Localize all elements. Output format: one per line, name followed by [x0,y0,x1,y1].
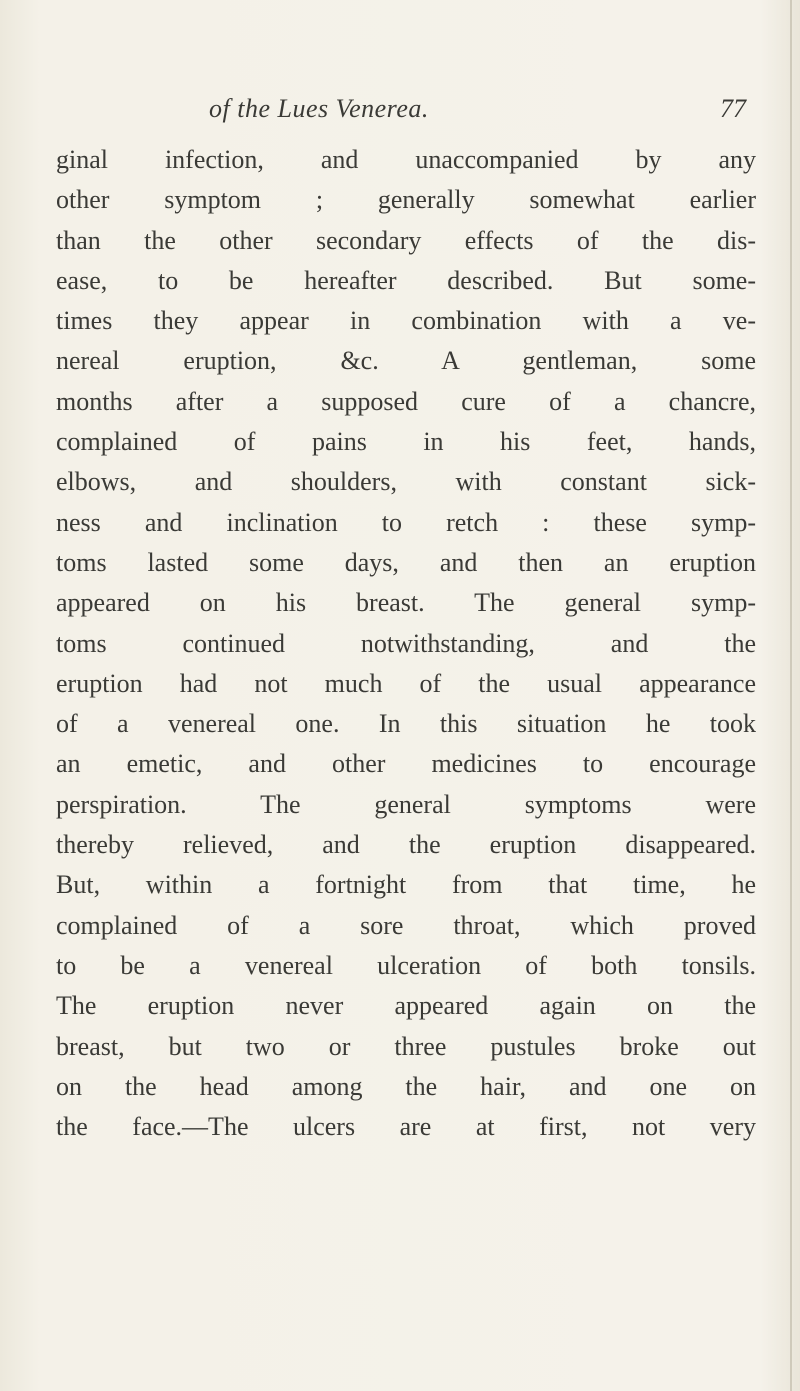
text-line: complained of pains in his feet, hands, [56,427,756,457]
text-line: to be a venereal ulceration of both tonsils. [56,950,756,980]
text-line: an emetic, and other medicines to encourage [56,749,756,779]
page-header [0,80,800,130]
text-line: times they appear in combination with a ve- [56,306,756,336]
text-line: toms lasted some days, and then an eruption [56,547,756,577]
text-line: But, within a fortnight from that time, he [56,870,756,900]
text-line: perspiration. The general symptoms were [56,789,756,819]
page-number: 77 [720,94,746,123]
text-line: on the head among the hair, and one on [56,1071,756,1101]
text-line: the face.—The ulcers are at first, not very [56,1112,756,1142]
text-line: ginal infection, and unaccompanied by any [56,145,756,174]
body-text [56,140,756,1147]
running-title: of the Lues Venerea. [209,94,429,123]
text-line: breast, but two or three pustules broke out [56,1031,756,1061]
text-line: other symptom ; generally somewhat earlier [56,185,756,215]
text-line: toms continued notwithstanding, and the [56,628,756,658]
text-line: complained of a sore throat, which proved [56,910,756,940]
text-line: elbows, and shoulders, with constant sick- [56,467,756,497]
text-line: of a venereal one. In this situation he took [56,709,756,739]
text-line: thereby relieved, and the eruption disappeared. [56,830,756,860]
text-line: The eruption never appeared again on the [56,991,756,1021]
text-line: nereal eruption, &c. A gentleman, some [56,346,756,376]
text-line: appeared on his breast. The general symp- [56,588,756,618]
text-line: than the other secondary effects of the dis- [56,225,756,255]
text-line: eruption had not much of the usual appearance [56,668,756,698]
page-edge [790,0,792,1391]
text-line: ease, to be hereafter described. But some- [56,265,756,295]
text-line: months after a supposed cure of a chancre, [56,386,756,416]
text-line: ness and inclination to retch : these symp- [56,507,756,537]
